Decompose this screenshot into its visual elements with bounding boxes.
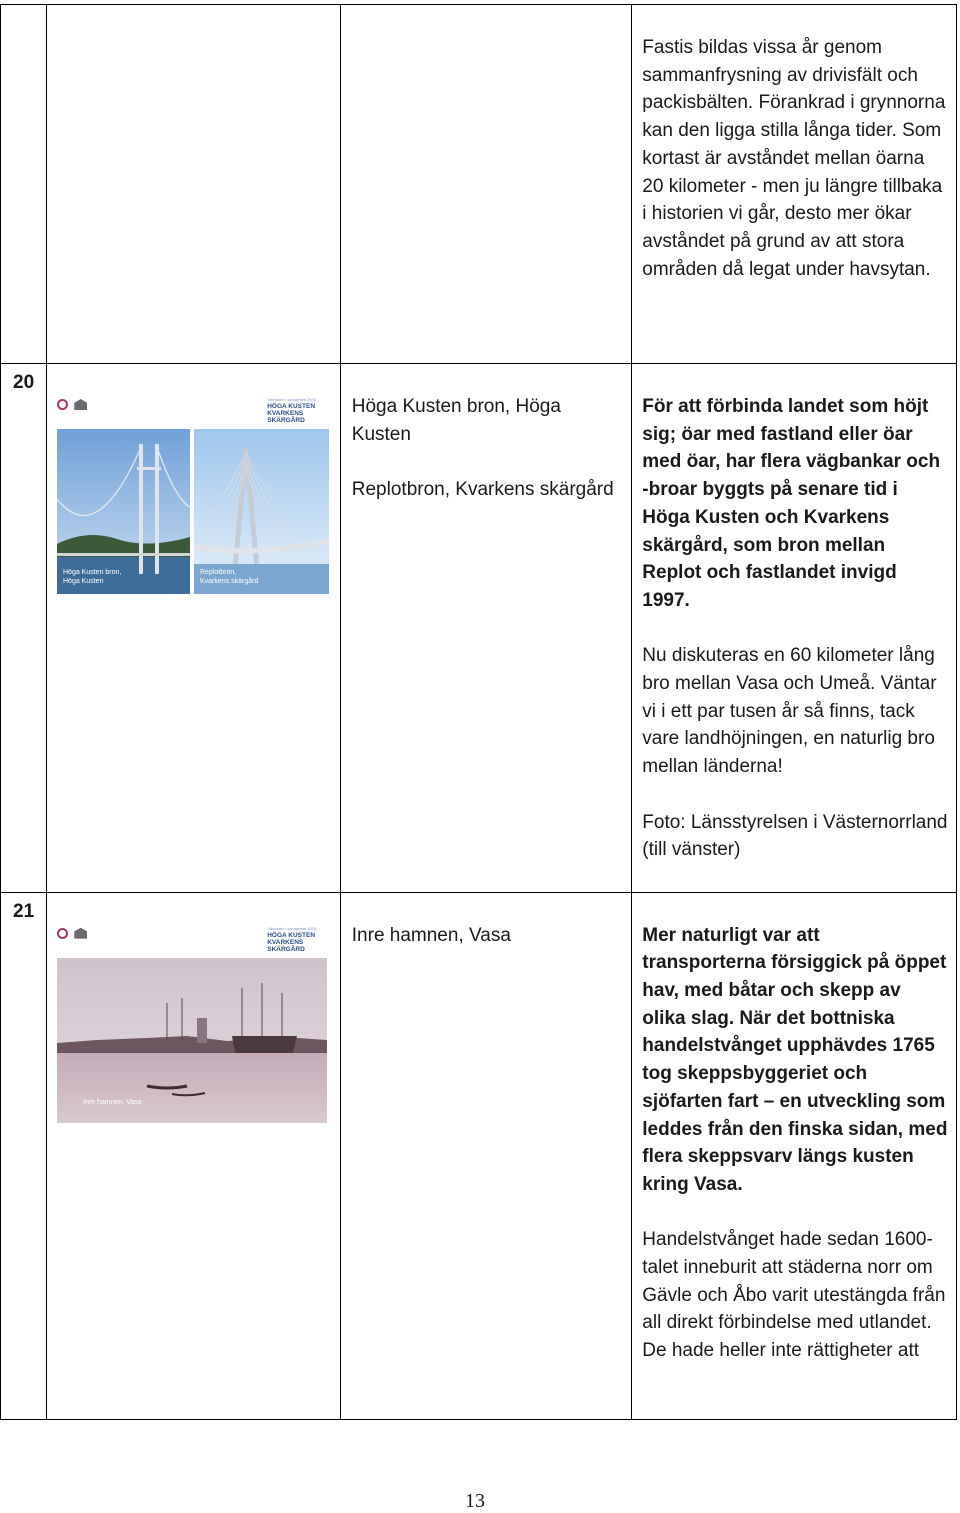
row-number-cell (1, 5, 47, 364)
paragraph: Handelstvånget hade sedan 1600-talet inneburit att städerna norr om Gävle och Åbo varit utestängda från all direkt förbindelse med utlandet. De hade heller inte rättigheter att (642, 1229, 946, 1362)
slide-thumbnail (57, 394, 329, 594)
text-cell (632, 892, 957, 1419)
paragraph: Fastis bildas vissa år genom sammanfrysning av drivisfält och packisbälten. Förankrad i grynnorna kan den ligga stilla långa tider. Som kortast är avståndet mellan öarna 20 kilometer - men ju längre tillbaka i historien vi går, desto mer ökar avståndet på grund av att stora områden då legat under havsytan. (642, 37, 946, 280)
image-cell (47, 5, 341, 364)
row-number-cell (1, 364, 47, 893)
caption-cell (340, 5, 632, 364)
bridge-photo-right (194, 429, 329, 594)
photo-label: Höga Kusten (63, 578, 104, 585)
table-row (1, 5, 957, 364)
row-number: 21 (13, 900, 35, 922)
photo-label: Inre hamnen, Vasa (83, 1098, 142, 1106)
photo-label: Kvarkens skärgård (200, 578, 259, 585)
caption-cell (340, 364, 632, 893)
page-number: 13 (465, 1490, 485, 1512)
unesco-circle-icon (57, 399, 68, 410)
unesco-temple-icon (74, 928, 87, 939)
photo-label: Replotbron, (200, 569, 237, 576)
paragraph: Nu diskuteras en 60 kilometer lång bro mellan Vasa och Umeå. Väntar vi i ett par tusen år så finns, tack vare landhöjningen, en naturlig bro mellan länderna! (642, 645, 937, 778)
image-cell (47, 892, 341, 1419)
table-row (1, 364, 957, 893)
bridge-photo-left (57, 429, 190, 594)
slide-badge: Världsarv i samarbete 2018 HÖGA KUSTEN KVARKENS SKÄRGÅRD (267, 925, 317, 953)
paragraph: Foto: Länsstyrelsen i Västernorrland (till vänster) (642, 811, 948, 861)
row-number: 20 (13, 372, 35, 393)
photo-label: Höga Kusten bron, (63, 569, 122, 576)
caption-cell (340, 892, 632, 1419)
content-table (0, 4, 957, 1420)
harbour-photo (57, 958, 327, 1123)
image-cell (47, 364, 341, 893)
table-row (1, 892, 957, 1419)
caption-line: Replotbron, Kvarkens skärgård (351, 479, 614, 501)
paragraph: För att förbinda landet som höjt sig; öar med fastland eller öar med öar, har flera vägbankar och -broar byggts på senare tid i Höga Kusten och Kvarkens skärgård, som bron mellan Replot och fastlandet invigd 1997. (642, 396, 941, 611)
unesco-circle-icon (57, 928, 68, 939)
paragraph: Mer naturligt var att transporterna försiggick på öppet hav, med båtar och skepp av olika slag. När det bottniska handelstvånget upphävdes 1765 tog skeppsbyggeriet och sjöfarten fart – en utveckling som leddes från den finska sidan, med flera skeppsvarv längs kusten kring Vasa. (642, 924, 948, 1195)
text-cell (632, 5, 957, 364)
row-number-cell (1, 892, 47, 1419)
caption-line: Höga Kusten bron, Höga Kusten (351, 396, 561, 445)
caption-line: Inre hamnen, Vasa (351, 924, 511, 946)
slide-badge: Världsarv i samarbete 2018 HÖGA KUSTEN KVARKENS SKÄRGÅRD (267, 397, 317, 424)
unesco-temple-icon (74, 399, 87, 410)
text-cell (632, 364, 957, 893)
slide-thumbnail (57, 923, 329, 1123)
